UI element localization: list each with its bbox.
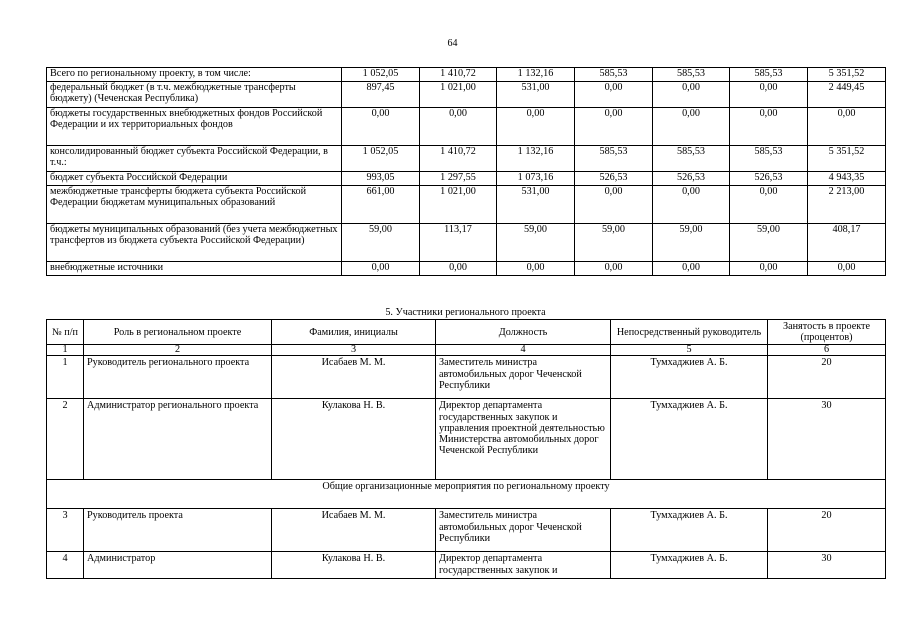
header-name: Фамилия, инициалы (272, 320, 436, 345)
budget-value-cell: 0,00 (730, 186, 808, 224)
budget-row (47, 172, 886, 186)
participant-employment: 20 (768, 509, 886, 552)
participant-employment: 20 (768, 356, 886, 399)
header-manager: Непосредственный руководитель (611, 320, 768, 345)
budget-row (47, 262, 886, 276)
budget-value-cell: 1 132,16 (497, 68, 575, 82)
budget-value-cell: 526,53 (730, 172, 808, 186)
column-number: 2 (84, 345, 272, 356)
section-title: 5. Участники регионального проекта (385, 307, 546, 318)
column-number: 1 (47, 345, 84, 356)
participant-employment: 30 (768, 399, 886, 480)
budget-value-cell: 0,00 (575, 108, 653, 146)
budget-value-cell: 0,00 (730, 82, 808, 108)
budget-value-cell: 1 021,00 (420, 82, 497, 108)
budget-value-cell: 0,00 (497, 262, 575, 276)
budget-value-cell: 59,00 (342, 224, 420, 262)
budget-value-cell: 0,00 (653, 262, 730, 276)
participant-role: Администратор регионального проекта (84, 399, 272, 480)
participants-header-row (47, 320, 886, 345)
budget-value-cell: 5 351,52 (808, 68, 886, 82)
budget-row (47, 224, 886, 262)
participant-position: Директор департамента государственных закупок и управления проектной деятельностью Министерства автомобильных дорог Чеченской Республики (436, 399, 611, 480)
budget-value-cell: 1 073,16 (497, 172, 575, 186)
budget-row-label: Всего по региональному проекту, в том числе: (47, 68, 342, 82)
participant-manager: Тумхаджиев А. Б. (611, 356, 768, 399)
budget-value-cell: 1 021,00 (420, 186, 497, 224)
budget-value-cell: 59,00 (653, 224, 730, 262)
budget-value-cell: 0,00 (575, 82, 653, 108)
budget-value-cell: 585,53 (575, 146, 653, 172)
budget-value-cell: 59,00 (575, 224, 653, 262)
header-role: Роль в региональном проекте (84, 320, 272, 345)
participant-manager: Тумхаджиев А. Б. (611, 399, 768, 480)
budget-value-cell: 59,00 (497, 224, 575, 262)
budget-value-cell: 0,00 (808, 262, 886, 276)
group-title: Общие организационные мероприятия по региональному проекту (47, 480, 886, 509)
header-employment: Занятость в проекте (процентов) (768, 320, 886, 345)
participant-manager: Тумхаджиев А. Б. (611, 509, 768, 552)
budget-value-cell: 0,00 (420, 108, 497, 146)
participant-row (47, 552, 886, 579)
budget-value-cell: 526,53 (653, 172, 730, 186)
participant-position: Заместитель министра автомобильных дорог Чеченской Республики (436, 509, 611, 552)
budget-value-cell: 0,00 (342, 108, 420, 146)
column-numbers-row (47, 345, 886, 356)
budget-value-cell: 0,00 (497, 108, 575, 146)
participant-number: 1 (47, 356, 84, 399)
budget-value-cell: 0,00 (653, 108, 730, 146)
column-number: 5 (611, 345, 768, 356)
budget-value-cell: 0,00 (653, 186, 730, 224)
budget-value-cell: 1 297,55 (420, 172, 497, 186)
budget-value-cell: 531,00 (497, 186, 575, 224)
budget-row-label: внебюджетные источники (47, 262, 342, 276)
participant-name: Кулакова Н. В. (272, 552, 436, 579)
participant-employment: 30 (768, 552, 886, 579)
budget-value-cell: 897,45 (342, 82, 420, 108)
participant-row (47, 399, 886, 480)
participant-role: Администратор (84, 552, 272, 579)
budget-row-label: бюджет субъекта Российской Федерации (47, 172, 342, 186)
participant-manager: Тумхаджиев А. Б. (611, 552, 768, 579)
budget-table (46, 67, 886, 276)
budget-value-cell: 0,00 (730, 262, 808, 276)
column-number: 6 (768, 345, 886, 356)
budget-value-cell: 1 132,16 (497, 146, 575, 172)
budget-row (47, 186, 886, 224)
participant-name: Исабаев М. М. (272, 356, 436, 399)
budget-value-cell: 0,00 (575, 186, 653, 224)
budget-value-cell: 0,00 (420, 262, 497, 276)
budget-value-cell: 585,53 (575, 68, 653, 82)
budget-row (47, 82, 886, 108)
participant-number: 4 (47, 552, 84, 579)
participant-position: Директор департамента государственных закупок и (436, 552, 611, 579)
participant-number: 2 (47, 399, 84, 480)
budget-value-cell: 2 449,45 (808, 82, 886, 108)
budget-row-label: бюджеты государственных внебюджетных фондов Российской Федерации и их территориальных фондов (47, 108, 342, 146)
participant-role: Руководитель проекта (84, 509, 272, 552)
budget-value-cell: 585,53 (730, 146, 808, 172)
budget-value-cell: 59,00 (730, 224, 808, 262)
column-number: 3 (272, 345, 436, 356)
column-number: 4 (436, 345, 611, 356)
budget-value-cell: 0,00 (342, 262, 420, 276)
budget-value-cell: 5 351,52 (808, 146, 886, 172)
budget-row (47, 68, 886, 82)
budget-value-cell: 0,00 (730, 108, 808, 146)
budget-value-cell: 113,17 (420, 224, 497, 262)
participant-position: Заместитель министра автомобильных дорог Чеченской Республики (436, 356, 611, 399)
budget-row (47, 108, 886, 146)
budget-value-cell: 4 943,35 (808, 172, 886, 186)
group-row (47, 480, 886, 509)
budget-value-cell: 1 410,72 (420, 68, 497, 82)
budget-row (47, 146, 886, 172)
participant-name: Кулакова Н. В. (272, 399, 436, 480)
budget-value-cell: 1 052,05 (342, 146, 420, 172)
participant-role: Руководитель регионального проекта (84, 356, 272, 399)
participants-table (46, 319, 886, 579)
budget-value-cell: 1 410,72 (420, 146, 497, 172)
budget-value-cell: 585,53 (730, 68, 808, 82)
budget-value-cell: 661,00 (342, 186, 420, 224)
budget-row-label: межбюджетные трансферты бюджета субъекта Российской Федерации бюджетам муниципальных образований (47, 186, 342, 224)
participant-name: Исабаев М. М. (272, 509, 436, 552)
participant-row (47, 509, 886, 552)
budget-value-cell: 531,00 (497, 82, 575, 108)
page-number: 64 (447, 38, 458, 49)
budget-value-cell: 0,00 (653, 82, 730, 108)
budget-row-label: федеральный бюджет (в т.ч. межбюджетные трансферты бюджету) (Чеченская Республика) (47, 82, 342, 108)
budget-value-cell: 585,53 (653, 146, 730, 172)
budget-value-cell: 526,53 (575, 172, 653, 186)
budget-value-cell: 0,00 (575, 262, 653, 276)
budget-value-cell: 0,00 (808, 108, 886, 146)
budget-row-label: консолидированный бюджет субъекта Российской Федерации, в т.ч.: (47, 146, 342, 172)
budget-row-label: бюджеты муниципальных образований (без учета межбюджетных трансфертов из бюджета субъекта Российской Федерации) (47, 224, 342, 262)
participant-number: 3 (47, 509, 84, 552)
budget-value-cell: 993,05 (342, 172, 420, 186)
budget-value-cell: 2 213,00 (808, 186, 886, 224)
budget-value-cell: 408,17 (808, 224, 886, 262)
budget-value-cell: 1 052,05 (342, 68, 420, 82)
participant-row (47, 356, 886, 399)
budget-value-cell: 585,53 (653, 68, 730, 82)
header-position: Должность (436, 320, 611, 345)
header-num: № п/п (47, 320, 84, 345)
